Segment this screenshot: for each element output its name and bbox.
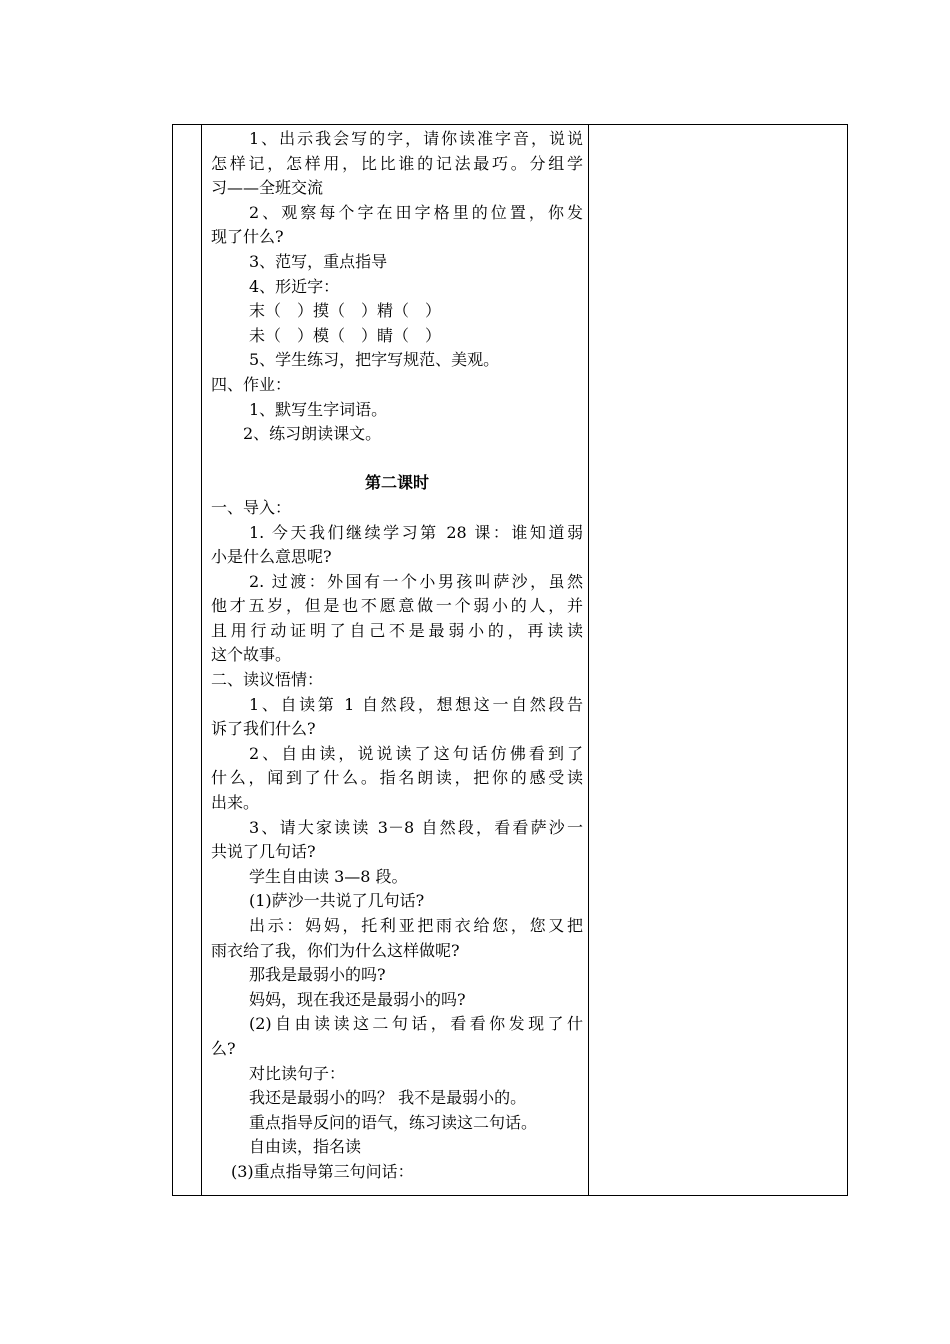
- section-heading: 第二课时: [364, 473, 429, 493]
- text-line: 1. 今天我们继续学习第 28 课：谁知道弱: [249, 522, 583, 542]
- text-line: 雨衣给了我，你们为什么这样做呢?: [211, 940, 460, 960]
- text-line: 出示：妈妈，托利亚把雨衣给您，您又把: [249, 916, 583, 935]
- text-line: 学生自由读 3—8 段。: [249, 866, 408, 886]
- text-line: 1、出示我会写的字，请你读准字音，说说: [249, 129, 583, 148]
- text-line: 2、观察每个字在田字格里的位置，你发: [249, 202, 583, 222]
- text-line: 诉了我们什么?: [211, 719, 316, 739]
- text-line: 1、默写生字词语。: [249, 399, 388, 419]
- text-line: (1)萨沙一共说了几句话?: [249, 891, 425, 911]
- text-line: 2、练习朗读课文。: [243, 424, 382, 444]
- text-line: 4、形近字：: [249, 276, 340, 296]
- lesson-content-cell: [211, 127, 583, 1185]
- column-divider-right: [588, 125, 589, 1195]
- text-line: (2)自由读读这二句话，看看你发现了什: [249, 1014, 583, 1034]
- text-line: 怎样记，怎样用，比比谁的记法最巧。分组学: [211, 153, 583, 173]
- lesson-plan-table: [172, 124, 848, 1196]
- text-line: 5、学生练习，把字写规范、美观。: [249, 350, 500, 370]
- text-line: 一、导入：: [211, 497, 292, 517]
- blank-line: [211, 447, 583, 472]
- text-line: 这个故事。: [211, 645, 292, 665]
- column-divider-left: [201, 125, 202, 1195]
- text-line: 未（ ）模（ ）睛（ ）: [249, 325, 442, 345]
- text-line: 1、自读第 1 自然段，想想这一自然段告: [249, 694, 583, 714]
- text-line: (3)重点指导第三句问话：: [231, 1161, 414, 1181]
- text-line: 么?: [211, 1038, 236, 1058]
- text-line: 共说了几句话?: [211, 842, 316, 862]
- text-line: 二、读议悟情：: [211, 670, 324, 690]
- text-line: 自由读，指名读: [249, 1137, 362, 1157]
- text-line: 妈妈，现在我还是最弱小的吗?: [249, 989, 466, 1009]
- text-line: 那我是最弱小的吗?: [249, 965, 386, 985]
- text-line: 习——全班交流: [211, 178, 324, 198]
- text-line: 且用行动证明了自己不是最弱小的，再读读: [211, 620, 583, 640]
- text-line: 3、请大家读读 3－8 自然段，看看萨沙一: [249, 817, 583, 837]
- text-line: 3、范写，重点指导: [249, 251, 388, 271]
- text-line: 现了什么?: [211, 227, 284, 247]
- text-line: 什么，闻到了什么。指名朗读，把你的感受读: [211, 768, 583, 788]
- text-line: 他才五岁，但是也不愿意做一个弱小的人，并: [211, 596, 583, 616]
- text-line: 末（ ）摸（ ）精（ ）: [249, 301, 442, 321]
- text-line: 2. 过渡：外国有一个小男孩叫萨沙，虽然: [249, 571, 583, 591]
- text-line: 对比读句子：: [249, 1063, 346, 1083]
- text-line: 重点指导反问的语气，练习读这二句话。: [249, 1112, 538, 1132]
- text-line: 小是什么意思呢?: [211, 547, 332, 567]
- text-line: 2、自由读，说说读了这句话仿佛看到了: [249, 743, 583, 763]
- text-line: 我还是最弱小的吗？ 我不是最弱小的。: [249, 1088, 527, 1108]
- text-line: 四、作业：: [211, 374, 292, 394]
- text-line: 出来。: [211, 793, 260, 813]
